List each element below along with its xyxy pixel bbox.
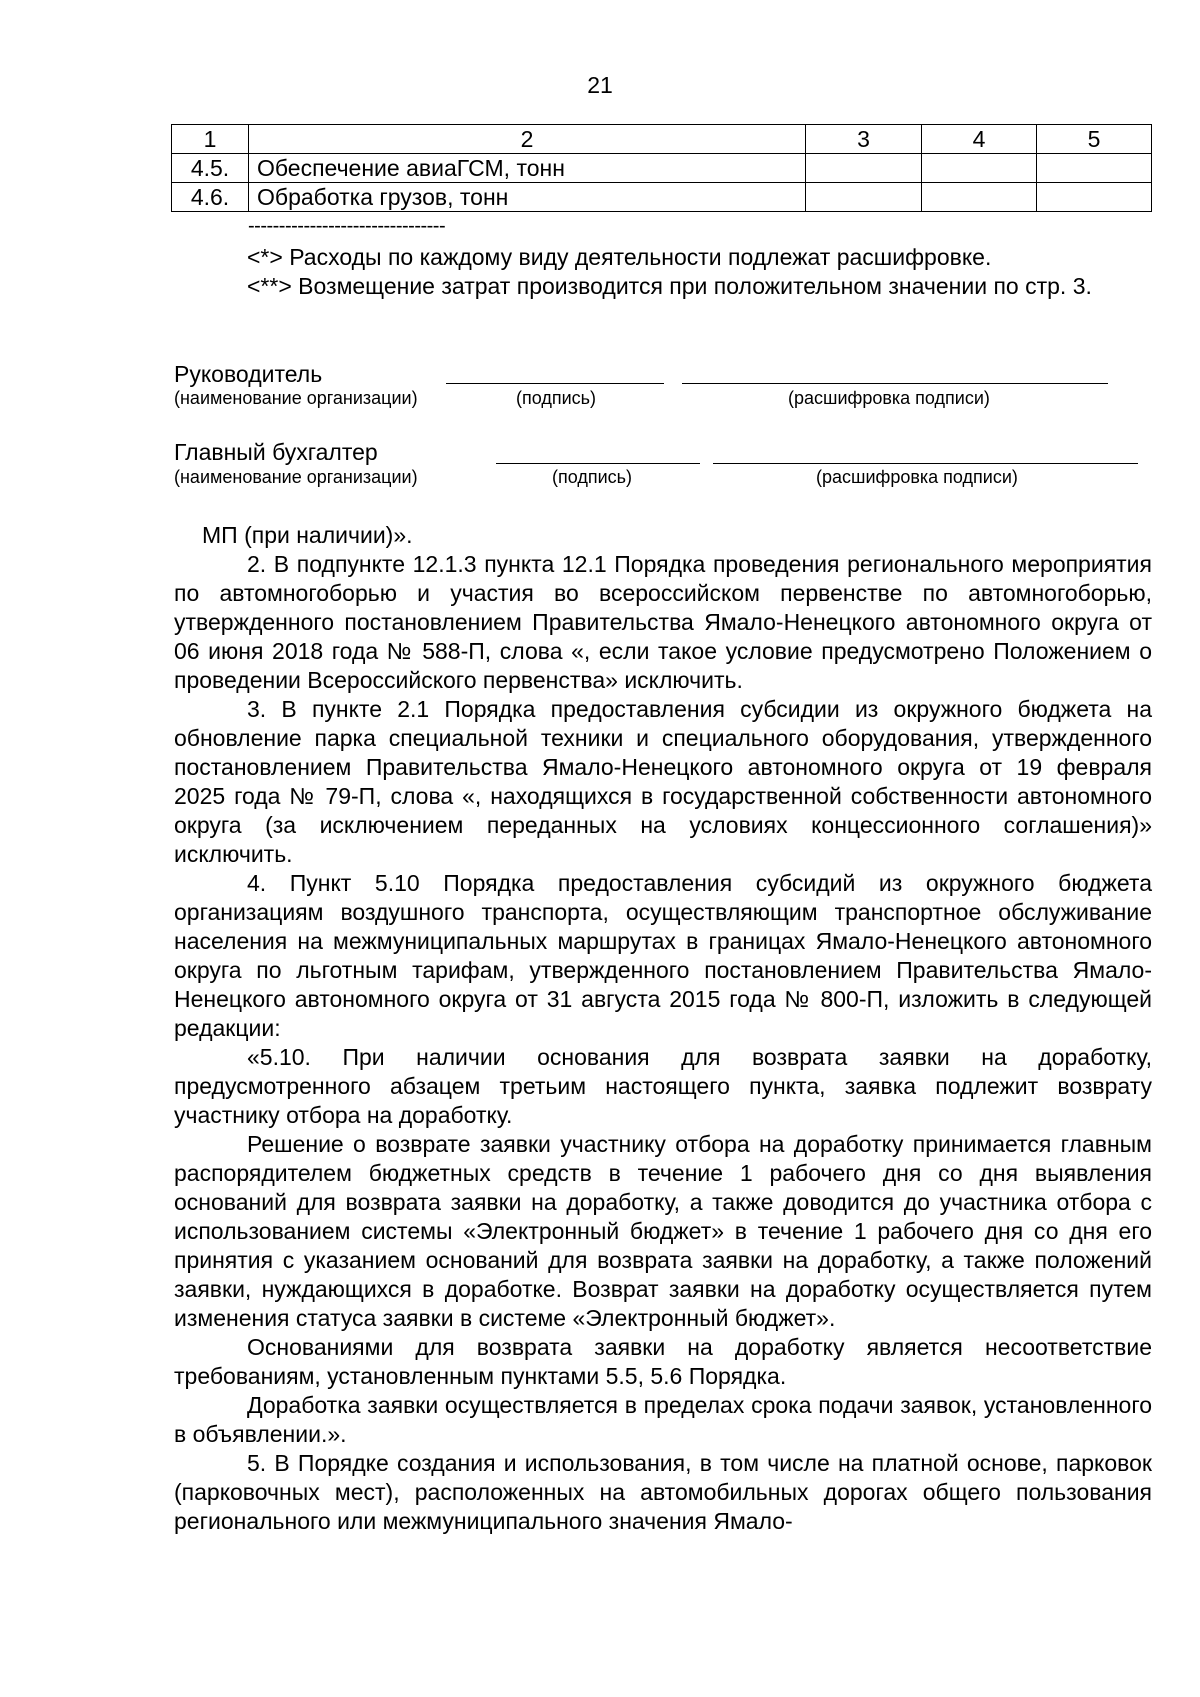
data-table [171,124,1152,212]
caption-org: (наименование организации) [174,467,418,487]
table-cell [922,183,1037,212]
table-header-cell: 2 [249,125,806,154]
footnote: <*> Расходы по каждому виду деятельности подлежат расшифровке. [247,244,992,270]
table-cell [806,183,922,212]
table-header-row [172,125,1152,154]
footnotes [174,243,1152,301]
row-name: Обеспечение авиаГСМ, тонн [249,154,806,183]
signature-decode-line [682,383,1108,384]
main-text [174,550,1152,1536]
table-cell [922,154,1037,183]
paragraph: Основаниями для возврата заявки на доработку является несоответствие требованиям, установленным пунктами 5.5, 5.6 Порядка. [174,1334,1152,1389]
signature-role-head: Руководитель [174,361,323,387]
page-number: 21 [587,72,613,98]
footnote: <**> Возмещение затрат производится при положительном значении по стр. 3. [247,273,1092,299]
caption-decode: (расшифровка подписи) [816,467,1018,487]
caption-signature: (подпись) [552,467,633,487]
paragraph: Доработка заявки осуществляется в пределах срока подачи заявок, установленного в объявлении.». [174,1392,1152,1447]
table-cell [1037,183,1152,212]
table-header-cell: 3 [806,125,922,154]
table-header-cell: 4 [922,125,1037,154]
row-number: 4.6. [172,183,249,212]
stamp-note: МП (при наличии)». [202,522,413,548]
footnote-separator: -------------------------------- [248,215,446,237]
paragraph: Решение о возврате заявки участнику отбора на доработку принимается главным распорядителем бюджетных средств в течение 1 рабочего дня со дня выявления оснований для возврата заявки на доработку, а также доводится до участника отбора с использованием системы «Электронный бюджет» в течение 1 рабочего дня со дня его принятия с указанием оснований для возврата заявки на доработку, а также положений заявки, нуждающихся в доработке. Возврат заявки на доработку осуществляется путем изменения статуса заявки в системе «Электронный бюджет». [174,1131,1152,1331]
signature-line [496,463,700,464]
caption-signature: (подпись) [516,388,597,408]
paragraph: «5.10. При наличии основания для возврата заявки на доработку, предусмотренного абзацем третьим настоящего пункта, заявка подлежит возврату участнику отбора на доработку. [174,1044,1152,1128]
paragraph: 4. Пункт 5.10 Порядка предоставления субсидий из окружного бюджета организациям воздушного транспорта, осуществляющим транспортное обслуживание населения на межмуниципальных маршрутах в границах Ямало-Ненецкого автономного округа по льготным тарифам, утвержденного постановлением Правительства Ямало-Ненецкого автономного округа от 31 августа 2015 года № 800-П, изложить в следующей редакции: [174,870,1152,1041]
signature-decode-line [713,463,1138,464]
row-name: Обработка грузов, тонн [249,183,806,212]
signature-line [446,383,664,384]
table-row [172,183,1152,212]
table-row [172,154,1152,183]
table-cell [806,154,922,183]
row-number: 4.5. [172,154,249,183]
table-cell [1037,154,1152,183]
paragraph: 5. В Порядке создания и использования, в том числе на платной основе, парковок (парковочных мест), расположенных на автомобильных дорогах общего пользования регионального или межмуниципального значения Ямало- [174,1450,1152,1534]
paragraph: 3. В пункте 2.1 Порядка предоставления субсидии из окружного бюджета на обновление парка специальной техники и специального оборудования, утвержденного постановлением Правительства Ямало-Ненецкого автономного округа от 19 февраля 2025 года № 79-П, слова «, находящихся в государственной собственности автономного округа (за исключением переданных на условиях концессионного соглашения)» исключить. [174,696,1152,867]
paragraph: 2. В подпункте 12.1.3 пункта 12.1 Порядка проведения регионального мероприятия по автомногоборью и участия во всероссийском первенстве по автомногоборью, утвержденного постановлением Правительства Ямало-Ненецкого автономного округа от 06 июня 2018 года № 588-П, слова «, если такое условие предусмотрено Положением о проведении Всероссийского первенства» исключить. [174,551,1152,693]
caption-decode: (расшифровка подписи) [788,388,990,408]
table-header-cell: 5 [1037,125,1152,154]
signature-role-accountant: Главный бухгалтер [174,439,378,465]
caption-org: (наименование организации) [174,388,418,408]
table-header-cell: 1 [172,125,249,154]
